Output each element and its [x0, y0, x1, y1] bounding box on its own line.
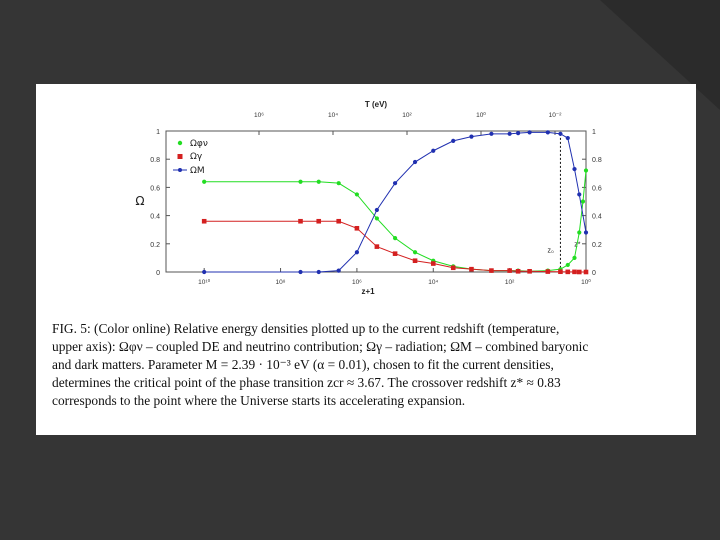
- top-x-tick-label: 10⁰: [476, 112, 486, 119]
- data-point-omega-gamma: [565, 270, 570, 275]
- y2-axis: [582, 129, 602, 277]
- legend-marker-omega-m: [178, 168, 182, 172]
- legend-marker-omega-gamma: [178, 154, 183, 159]
- y2-tick-label: 0.8: [592, 157, 602, 165]
- data-point-omega-m: [337, 268, 341, 272]
- series-line-omega-gamma: [204, 221, 586, 272]
- data-point-omega-phi-nu: [317, 180, 321, 184]
- annotation-z-star: z*: [574, 241, 581, 249]
- data-point-omega-phi-nu: [572, 256, 576, 260]
- caption-line: corresponds to the point where the Universe starts its accelerating expansion.: [52, 393, 466, 408]
- data-point-omega-m: [577, 192, 581, 196]
- data-point-omega-m: [572, 167, 576, 171]
- caption-line: and dark matters. Parameter M = 2.39 · 10⁻³ eV (α = 0.01), chosen to fit the current densities,: [52, 357, 554, 372]
- data-point-omega-gamma: [431, 261, 436, 266]
- y2-tick-label: 0: [592, 270, 596, 277]
- data-point-omega-gamma: [527, 269, 532, 274]
- data-point-omega-m: [317, 270, 321, 274]
- data-point-omega-m: [489, 132, 493, 136]
- chart: [36, 84, 696, 319]
- legend: [173, 139, 208, 176]
- data-point-omega-gamma: [516, 269, 521, 274]
- data-point-omega-gamma: [572, 270, 577, 275]
- data-point-omega-gamma: [202, 219, 207, 224]
- data-point-omega-gamma: [558, 269, 563, 274]
- data-point-omega-gamma: [413, 258, 418, 263]
- data-point-omega-gamma: [451, 265, 456, 270]
- data-point-omega-gamma: [298, 219, 303, 224]
- caption-line: FIG. 5: (Color online) Relative energy densities plotted up to the current redshift (temperature,: [52, 321, 560, 336]
- data-point-omega-phi-nu: [355, 192, 359, 196]
- data-point-omega-gamma: [316, 219, 321, 224]
- top-x-tick-label: 10⁶: [254, 112, 264, 119]
- plot-frame: [166, 131, 586, 272]
- x-tick-label: 10⁶: [351, 279, 362, 286]
- data-point-omega-phi-nu: [337, 181, 341, 185]
- x-tick-label: 10⁸: [275, 279, 286, 286]
- data-point-omega-gamma: [584, 270, 589, 275]
- data-point-omega-gamma: [489, 268, 494, 273]
- data-point-omega-phi-nu: [375, 216, 379, 220]
- x-tick-label: 10¹⁰: [198, 279, 211, 286]
- data-point-omega-gamma: [336, 219, 341, 224]
- data-point-omega-m: [584, 230, 588, 234]
- data-point-omega-m: [546, 130, 550, 134]
- data-point-omega-m: [393, 181, 397, 185]
- data-point-omega-m: [375, 208, 379, 212]
- y2-tick-label: 1: [592, 129, 596, 136]
- y2-tick-label: 0.6: [592, 185, 602, 193]
- data-point-omega-m: [528, 130, 532, 134]
- data-point-omega-phi-nu: [584, 168, 588, 172]
- y-tick-label: 0.8: [150, 157, 160, 165]
- data-point-omega-m: [413, 160, 417, 164]
- legend-marker-omega-phi-nu: [178, 141, 182, 145]
- data-point-omega-m: [516, 131, 520, 135]
- data-point-omega-phi-nu: [393, 236, 397, 240]
- y-tick-label: 0.4: [150, 213, 160, 221]
- figure-card: [36, 84, 696, 435]
- y-axis-label: Ω: [135, 194, 145, 208]
- legend-label-omega-gamma: Ωγ: [190, 152, 203, 162]
- data-point-omega-gamma: [393, 251, 398, 256]
- data-point-omega-gamma: [507, 268, 512, 273]
- top-x-tick-label: 10⁴: [327, 112, 339, 119]
- data-point-omega-phi-nu: [566, 263, 570, 267]
- data-point-omega-phi-nu: [298, 180, 302, 184]
- data-point-omega-m: [469, 135, 473, 139]
- top-x-tick-label: 10²: [402, 112, 412, 119]
- y-axis: [150, 129, 170, 277]
- figure-caption: [52, 320, 688, 410]
- series-line-omega-m: [204, 132, 586, 272]
- data-point-omega-m: [298, 270, 302, 274]
- data-point-omega-phi-nu: [581, 199, 585, 203]
- y2-tick-label: 0.4: [592, 213, 602, 221]
- legend-label-omega-phi-nu: Ωφν: [190, 139, 208, 149]
- data-point-omega-gamma: [469, 267, 474, 272]
- data-point-omega-m: [355, 250, 359, 254]
- x-tick-label: 10⁰: [581, 279, 591, 286]
- y-tick-label: 0: [156, 270, 160, 277]
- data-point-omega-m: [566, 136, 570, 140]
- y-tick-label: 0.2: [150, 241, 160, 249]
- x-axis-label: z+1: [361, 287, 375, 296]
- y2-tick-label: 0.2: [592, 241, 602, 249]
- top-x-axis-label: T (eV): [364, 100, 388, 109]
- data-point-omega-gamma: [355, 226, 360, 231]
- data-point-omega-phi-nu: [577, 230, 581, 234]
- x-tick-label: 10⁴: [428, 279, 439, 286]
- y-tick-label: 0.6: [150, 185, 160, 193]
- data-point-omega-phi-nu: [413, 250, 417, 254]
- caption-line: upper axis): Ωφν – coupled DE and neutrino contribution; Ωγ – radiation; ΩM – combined baryonic: [52, 339, 589, 354]
- legend-label-omega-m: ΩM: [190, 166, 205, 176]
- annotation-z0: z₀: [547, 247, 554, 255]
- data-point-omega-gamma: [577, 270, 582, 275]
- caption-line: determines the critical point of the phase transition zcr ≈ 3.67. The crossover redshift z* ≈ 0.83: [52, 375, 561, 390]
- data-point-omega-m: [558, 132, 562, 136]
- x-tick-label: 10²: [504, 279, 515, 286]
- data-point-omega-m: [508, 132, 512, 136]
- data-point-omega-gamma: [546, 269, 551, 274]
- data-point-omega-m: [431, 149, 435, 153]
- top-x-tick-label: 10⁻²: [548, 112, 562, 119]
- data-point-omega-m: [451, 139, 455, 143]
- data-point-omega-phi-nu: [202, 180, 206, 184]
- chart-series: [202, 130, 588, 274]
- data-point-omega-gamma: [375, 244, 380, 249]
- y-tick-label: 1: [156, 129, 160, 136]
- data-point-omega-m: [202, 270, 206, 274]
